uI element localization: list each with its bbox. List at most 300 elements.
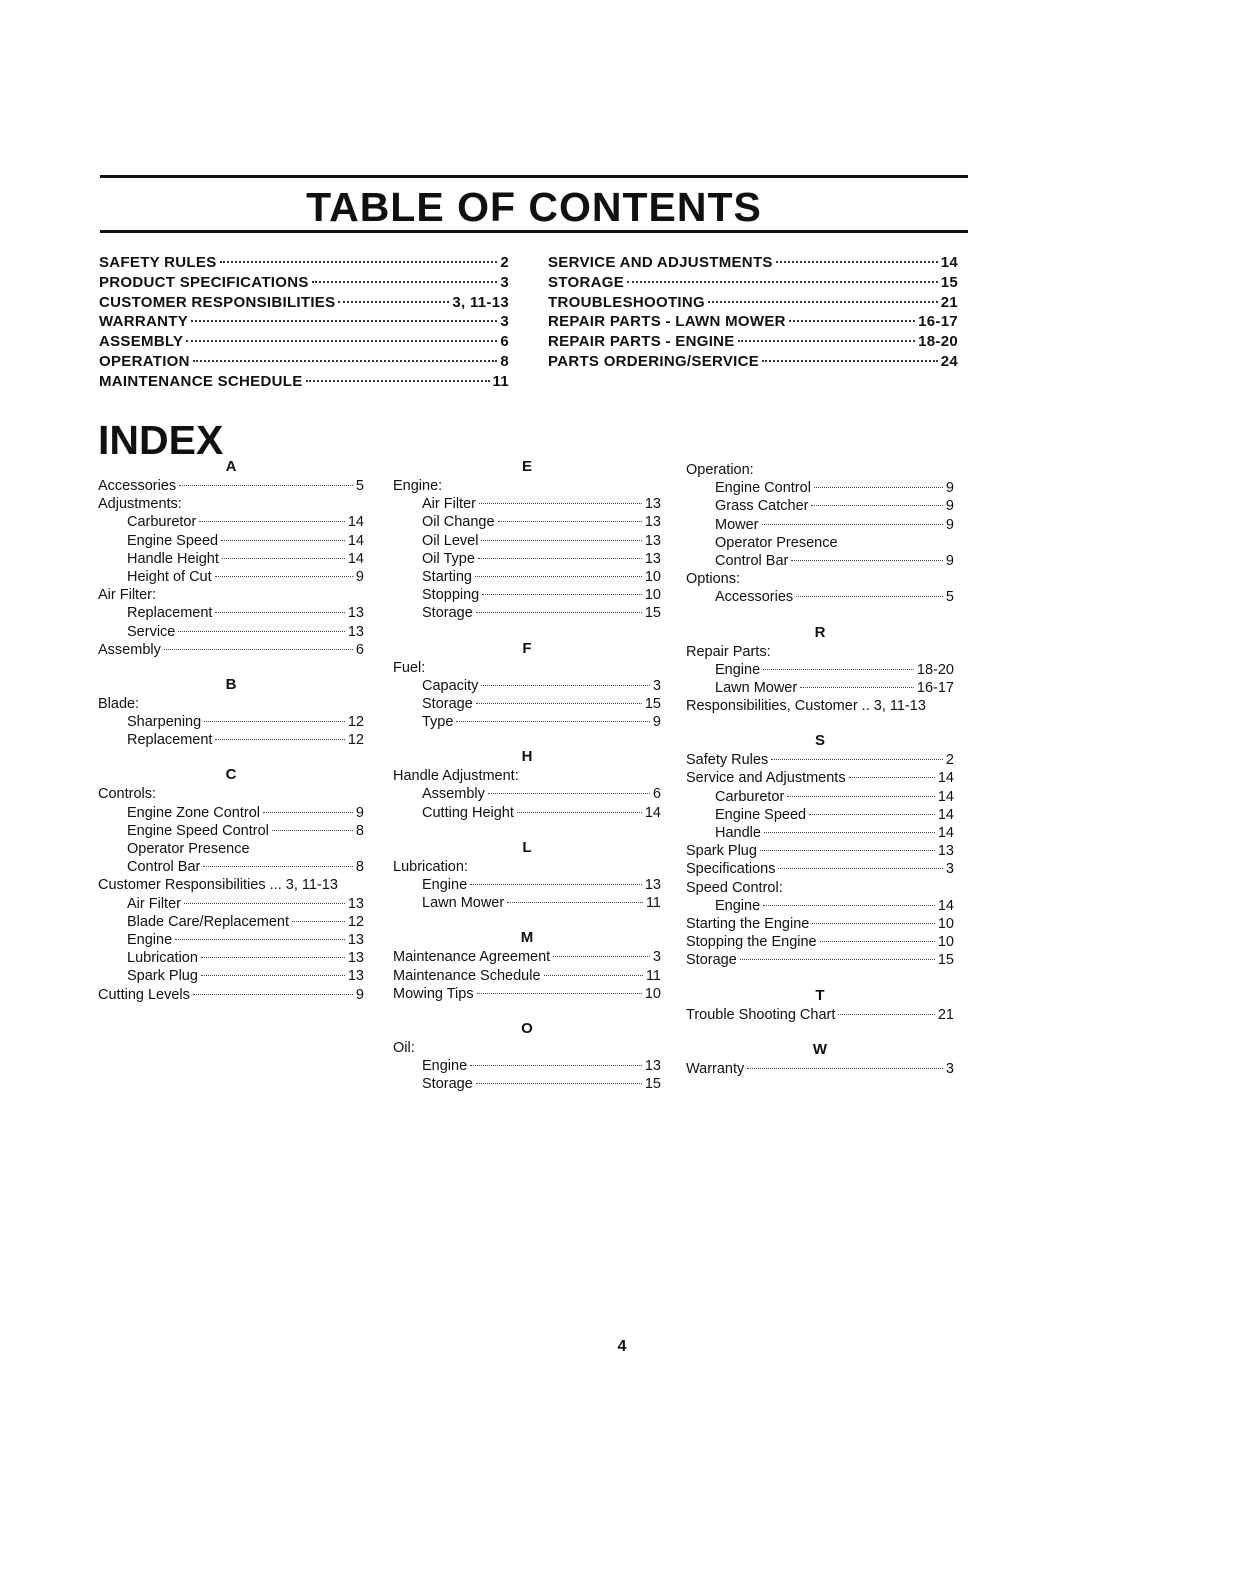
dot-leader: [306, 380, 490, 382]
dot-leader: [544, 975, 643, 976]
entry-page: 13: [347, 605, 364, 622]
entry-page: 14: [347, 514, 364, 531]
dot-leader: [215, 739, 344, 740]
index-heading: Customer Responsibilities ... 3, 11-13: [98, 877, 338, 894]
index-entry: [393, 677, 661, 695]
entry-label: Handle Height: [127, 550, 219, 567]
entry-label: Engine Control: [715, 480, 811, 497]
entry-label: Lawn Mower: [715, 679, 798, 696]
entry-label: Accessories: [715, 589, 794, 606]
entry-page: 5: [945, 589, 954, 606]
dot-leader: [175, 939, 345, 940]
dot-leader: [763, 905, 935, 906]
index-entry: [393, 894, 661, 912]
entry-label: Blade Care/Replacement: [127, 913, 290, 930]
entry-page: 6: [652, 786, 661, 803]
entry-page: 9: [355, 986, 364, 1003]
toc-entry: [99, 332, 509, 352]
toc-entry: [548, 293, 958, 313]
index-entry: [98, 804, 364, 822]
entry-page: 5: [355, 478, 364, 494]
toc-label: REPAIR PARTS - ENGINE: [548, 333, 735, 351]
index-entry: [393, 513, 661, 531]
entry-label: Oil Type: [422, 550, 475, 567]
entry-label: Engine Speed: [127, 532, 219, 549]
toc-page: 14: [940, 254, 958, 271]
toc-page: 16-17: [918, 313, 958, 331]
dot-leader: [787, 796, 935, 797]
dot-leader: [184, 903, 345, 904]
dot-leader: [482, 594, 642, 595]
entry-label: Service: [127, 623, 176, 640]
toc-page: 21: [940, 293, 958, 311]
entry-label: Safety Rules: [686, 752, 769, 769]
dot-leader: [186, 340, 497, 342]
entry-page: 10: [937, 934, 954, 951]
entry-page: 14: [937, 897, 954, 914]
index-entry: [686, 842, 954, 860]
dot-leader: [479, 503, 642, 504]
toc-page: 8: [500, 352, 509, 370]
index-entry: [393, 550, 661, 568]
toc-entry: [548, 312, 958, 332]
index-letter-w: W: [812, 1040, 828, 1058]
dot-leader: [476, 612, 642, 613]
index-entry: [98, 513, 364, 531]
entry-label: Accessories: [98, 478, 177, 494]
index-entry: [686, 751, 954, 769]
toc-page: 3, 11-13: [452, 293, 509, 311]
entry-label: Replacement: [127, 732, 213, 749]
entry-label: Specifications: [686, 861, 776, 878]
index-letter-b: B: [225, 675, 237, 693]
dot-leader: [498, 521, 642, 522]
dot-leader: [476, 703, 642, 704]
entry-label: Engine Speed Control: [127, 822, 269, 839]
entry-label: Assembly: [422, 786, 485, 803]
entry-page: 15: [937, 952, 954, 969]
entry-label: Storage: [422, 605, 473, 622]
entry-label: Storage: [422, 1076, 473, 1093]
index-heading: Blade:: [98, 695, 140, 712]
index-title: INDEX: [98, 417, 224, 463]
dot-leader: [762, 524, 943, 525]
entry-label: Mowing Tips: [393, 985, 474, 1002]
dot-leader: [215, 576, 353, 577]
toc-label: PARTS ORDERING/SERVICE: [548, 352, 760, 370]
entry-label: Engine Speed: [715, 806, 807, 823]
entry-label: Starting the Engine: [686, 915, 810, 932]
page-number: 4: [617, 1338, 627, 1355]
dot-leader: [800, 687, 914, 688]
index-letter-h: H: [521, 748, 533, 766]
toc-entry: [99, 273, 509, 293]
dot-leader: [517, 812, 642, 813]
toc-page: 11: [492, 372, 509, 390]
entry-label: Engine: [422, 877, 468, 893]
entry-page: 3: [652, 677, 661, 694]
toc-entry: [548, 332, 958, 352]
entry-label: Maintenance Schedule: [393, 967, 541, 984]
toc-label: STORAGE: [548, 273, 625, 291]
entry-page: 12: [347, 732, 364, 749]
index-entry: [686, 497, 954, 515]
dot-leader: [263, 812, 353, 813]
dot-leader: [164, 649, 353, 650]
index-letter-m: M: [520, 929, 534, 947]
index-heading: Adjustments:: [98, 496, 182, 513]
entry-page: 14: [937, 825, 954, 841]
entry-page: 15: [644, 605, 661, 622]
entry-label: Type: [422, 714, 454, 731]
entry-label: Cutting Levels: [98, 986, 190, 1003]
entry-label: Air Filter: [127, 895, 181, 912]
toc-page: 6: [500, 333, 509, 351]
index-entry: [393, 876, 661, 894]
dot-leader: [201, 975, 345, 976]
index-heading: Fuel:: [393, 659, 426, 676]
dot-leader: [814, 487, 943, 488]
index-heading: Speed Control:: [686, 879, 783, 896]
toc-page: 24: [940, 352, 958, 370]
toc-page: 2: [500, 254, 509, 271]
dot-leader: [477, 993, 642, 994]
index-entry: [393, 804, 661, 822]
dot-leader: [838, 1014, 934, 1015]
entry-page: 21: [937, 1006, 954, 1023]
toc-page: 15: [940, 273, 958, 291]
dot-leader: [312, 281, 498, 283]
dot-leader: [776, 261, 938, 263]
index-entry: [98, 949, 364, 967]
entry-label: Assembly: [98, 641, 161, 658]
toc-label: PRODUCT SPECIFICATIONS: [99, 273, 309, 291]
entry-label: Stopping: [422, 587, 480, 604]
toc-entry: [99, 293, 509, 313]
entry-page: 3: [652, 949, 661, 966]
index-entry: [686, 769, 954, 787]
dot-leader: [488, 793, 650, 794]
entry-page: 13: [644, 877, 661, 893]
entry-page: 14: [347, 550, 364, 567]
entry-page: 13: [347, 950, 364, 967]
index-entry: [686, 806, 954, 824]
index-entry: [686, 479, 954, 497]
index-entry: [393, 532, 661, 550]
index-entry: [393, 604, 661, 622]
entry-page: 10: [644, 587, 661, 604]
dot-leader: [221, 540, 345, 541]
dot-leader: [191, 320, 497, 322]
entry-label: Maintenance Agreement: [393, 949, 551, 966]
index-entry: [393, 568, 661, 586]
dot-leader: [763, 669, 914, 670]
dot-leader: [481, 540, 641, 541]
index-entry: [686, 679, 954, 697]
entry-label: Control Bar: [127, 859, 201, 876]
entry-page: 18-20: [916, 661, 954, 678]
index-heading: Engine:: [393, 478, 443, 494]
index-entry: [393, 948, 661, 966]
index-letter-e: E: [521, 458, 532, 475]
entry-page: 13: [644, 514, 661, 531]
index-entry: [98, 713, 364, 731]
entry-page: 9: [355, 568, 364, 585]
dot-leader: [820, 941, 935, 942]
entry-label: Engine: [127, 931, 173, 948]
dot-leader: [738, 340, 916, 342]
entry-page: 13: [644, 550, 661, 567]
index-letter-l: L: [522, 838, 532, 856]
dot-leader: [456, 721, 649, 722]
index-letter-o: O: [521, 1019, 533, 1037]
dot-leader: [193, 360, 498, 362]
dot-leader: [740, 959, 935, 960]
entry-label: Capacity: [422, 677, 479, 694]
index-entry: [686, 661, 954, 679]
dot-leader: [762, 360, 938, 362]
dot-leader: [789, 320, 915, 322]
entry-page: 12: [347, 714, 364, 731]
index-heading: Repair Parts:: [686, 643, 771, 660]
entry-label: Carburetor: [715, 788, 785, 805]
entry-label: Service and Adjustments: [686, 770, 846, 787]
entry-label: Mower: [715, 516, 759, 533]
dot-leader: [338, 301, 449, 303]
entry-label: Engine: [422, 1058, 468, 1075]
entry-label: Air Filter: [422, 496, 476, 513]
dot-leader: [553, 956, 650, 957]
index-entry: [393, 1075, 661, 1093]
entry-page: 15: [644, 695, 661, 712]
toc-label: OPERATION: [99, 352, 190, 370]
dot-leader: [203, 866, 353, 867]
entry-page: 13: [347, 968, 364, 985]
index-entry: [98, 986, 364, 1004]
toc-label: CUSTOMER RESPONSIBILITIES: [99, 293, 336, 311]
entry-label: Lawn Mower: [422, 895, 505, 912]
dot-leader: [222, 558, 345, 559]
index-entry: [686, 951, 954, 969]
index-entry: [98, 913, 364, 931]
dot-leader: [811, 505, 942, 506]
dot-leader: [215, 612, 344, 613]
entry-label: Replacement: [127, 605, 213, 622]
index-entry: [98, 623, 364, 641]
index-heading: Operator Presence: [715, 534, 838, 551]
entry-label: Cutting Height: [422, 804, 514, 821]
index-entry: [98, 604, 364, 622]
entry-page: 10: [937, 915, 954, 932]
entry-label: Lubrication: [127, 950, 198, 967]
index-entry: [393, 713, 661, 731]
index-entry: [686, 915, 954, 933]
entry-label: Warranty: [686, 1060, 745, 1077]
entry-label: Carburetor: [127, 514, 197, 531]
index-entry: [393, 785, 661, 803]
toc-label: MAINTENANCE SCHEDULE: [99, 372, 303, 390]
toc-label: WARRANTY: [99, 313, 189, 331]
entry-page: 13: [937, 843, 954, 860]
toc-entry: [548, 273, 958, 293]
toc-label: TROUBLESHOOTING: [548, 293, 705, 311]
entry-label: Trouble Shooting Chart: [686, 1006, 836, 1023]
index-letter-s: S: [814, 732, 825, 750]
dot-leader: [475, 576, 642, 577]
toc-label: SAFETY RULES: [99, 254, 217, 271]
dot-leader: [204, 721, 345, 722]
index-column-2: [393, 457, 661, 1094]
entry-page: 13: [347, 931, 364, 948]
entry-page: 14: [347, 532, 364, 549]
dot-leader: [507, 902, 643, 903]
index-heading: Lubrication:: [393, 858, 468, 875]
dot-leader: [812, 923, 935, 924]
dot-leader: [272, 830, 353, 831]
index-entry: [686, 897, 954, 915]
entry-label: Storage: [686, 952, 737, 969]
entry-page: 10: [644, 985, 661, 1002]
index-entry: [98, 967, 364, 985]
index-entry: [98, 931, 364, 949]
dot-leader: [199, 521, 345, 522]
entry-label: Starting: [422, 568, 472, 585]
entry-page: 9: [945, 516, 954, 533]
entry-page: 15: [644, 1076, 661, 1093]
index-entry: [686, 1060, 954, 1078]
index-entry: [98, 477, 364, 495]
toc-label: REPAIR PARTS - LAWN MOWER: [548, 313, 786, 331]
index-column-1: [98, 457, 364, 1004]
dot-leader: [849, 777, 935, 778]
index-entry: [393, 985, 661, 1003]
entry-page: 9: [945, 498, 954, 515]
index-entry: [686, 588, 954, 606]
dot-leader: [708, 301, 938, 303]
toc-entry: [99, 372, 509, 392]
dot-leader: [764, 832, 935, 833]
entry-page: 3: [945, 1060, 954, 1077]
entry-label: Oil Level: [422, 532, 479, 549]
entry-label: Engine Zone Control: [127, 804, 260, 821]
entry-page: 6: [355, 641, 364, 658]
entry-label: Storage: [422, 695, 473, 712]
dot-leader: [791, 560, 943, 561]
entry-label: Grass Catcher: [715, 498, 809, 515]
entry-label: Control Bar: [715, 552, 789, 569]
entry-label: Engine: [715, 661, 761, 678]
index-entry: [98, 641, 364, 659]
index-letter-a: A: [225, 458, 237, 475]
index-heading: Controls:: [98, 786, 157, 803]
entry-page: 10: [644, 568, 661, 585]
index-letter-t: T: [815, 986, 825, 1004]
index-letter-c: C: [225, 766, 237, 784]
index-entry: [686, 860, 954, 878]
entry-page: 8: [355, 822, 364, 839]
dot-leader: [809, 814, 935, 815]
entry-label: Engine: [715, 897, 761, 914]
entry-page: 9: [945, 552, 954, 569]
index-entry: [393, 586, 661, 604]
entry-label: Spark Plug: [686, 843, 757, 860]
toc-label: ASSEMBLY: [99, 333, 184, 351]
entry-page: 14: [937, 770, 954, 787]
entry-label: Handle: [715, 825, 761, 841]
dot-leader: [476, 1083, 642, 1084]
entry-page: 13: [644, 1058, 661, 1075]
dot-leader: [778, 868, 942, 869]
index-entry: [686, 552, 954, 570]
dot-leader: [478, 558, 642, 559]
index-column-3: [686, 461, 954, 1078]
dot-leader: [796, 596, 943, 597]
entry-page: 9: [355, 804, 364, 821]
index-entry: [98, 532, 364, 550]
entry-page: 3: [945, 861, 954, 878]
dot-leader: [470, 884, 642, 885]
index-entry: [393, 967, 661, 985]
dot-leader: [178, 631, 345, 632]
index-entry: [686, 933, 954, 951]
entry-page: 13: [644, 496, 661, 513]
dot-leader: [771, 759, 943, 760]
entry-page: 12: [347, 913, 364, 930]
index-entry: [686, 516, 954, 534]
entry-label: Spark Plug: [127, 968, 198, 985]
index-entry: [393, 695, 661, 713]
top-rule: [100, 175, 968, 178]
toc-label: SERVICE AND ADJUSTMENTS: [548, 254, 773, 271]
entry-label: Height of Cut: [127, 568, 212, 585]
index-letter-f: F: [522, 639, 532, 657]
index-heading: Options:: [686, 571, 740, 588]
entry-page: 14: [937, 806, 954, 823]
entry-page: 14: [937, 788, 954, 805]
entry-page: 9: [652, 714, 661, 731]
toc-title: TABLE OF CONTENTS: [306, 184, 762, 230]
index-heading: Operator Presence: [127, 841, 250, 857]
title-underline: [100, 230, 968, 233]
index-entry: [393, 1057, 661, 1075]
entry-page: 11: [645, 895, 661, 912]
toc-entry: [548, 352, 958, 372]
entry-label: Sharpening: [127, 714, 202, 731]
entry-page: 11: [645, 967, 661, 984]
index-entry: [98, 858, 364, 876]
toc-entry: [99, 253, 509, 273]
index-entry: [686, 1006, 954, 1024]
index-entry: [98, 895, 364, 913]
entry-page: 13: [347, 623, 364, 640]
entry-label: Stopping the Engine: [686, 934, 817, 951]
index-entry: [98, 731, 364, 749]
toc-right-column: [548, 253, 958, 372]
toc-page: 3: [500, 313, 509, 331]
index-letter-r: R: [814, 623, 826, 641]
index-entry: [98, 568, 364, 586]
toc-entry: [99, 352, 509, 372]
entry-label: Oil Change: [422, 514, 495, 531]
dot-leader: [760, 850, 935, 851]
toc-left-column: [99, 253, 509, 392]
entry-page: 2: [945, 752, 954, 769]
index-entry: [393, 495, 661, 513]
entry-page: 9: [945, 480, 954, 497]
index-entry: [98, 822, 364, 840]
toc-page: 18-20: [918, 333, 958, 351]
dot-leader: [481, 685, 650, 686]
